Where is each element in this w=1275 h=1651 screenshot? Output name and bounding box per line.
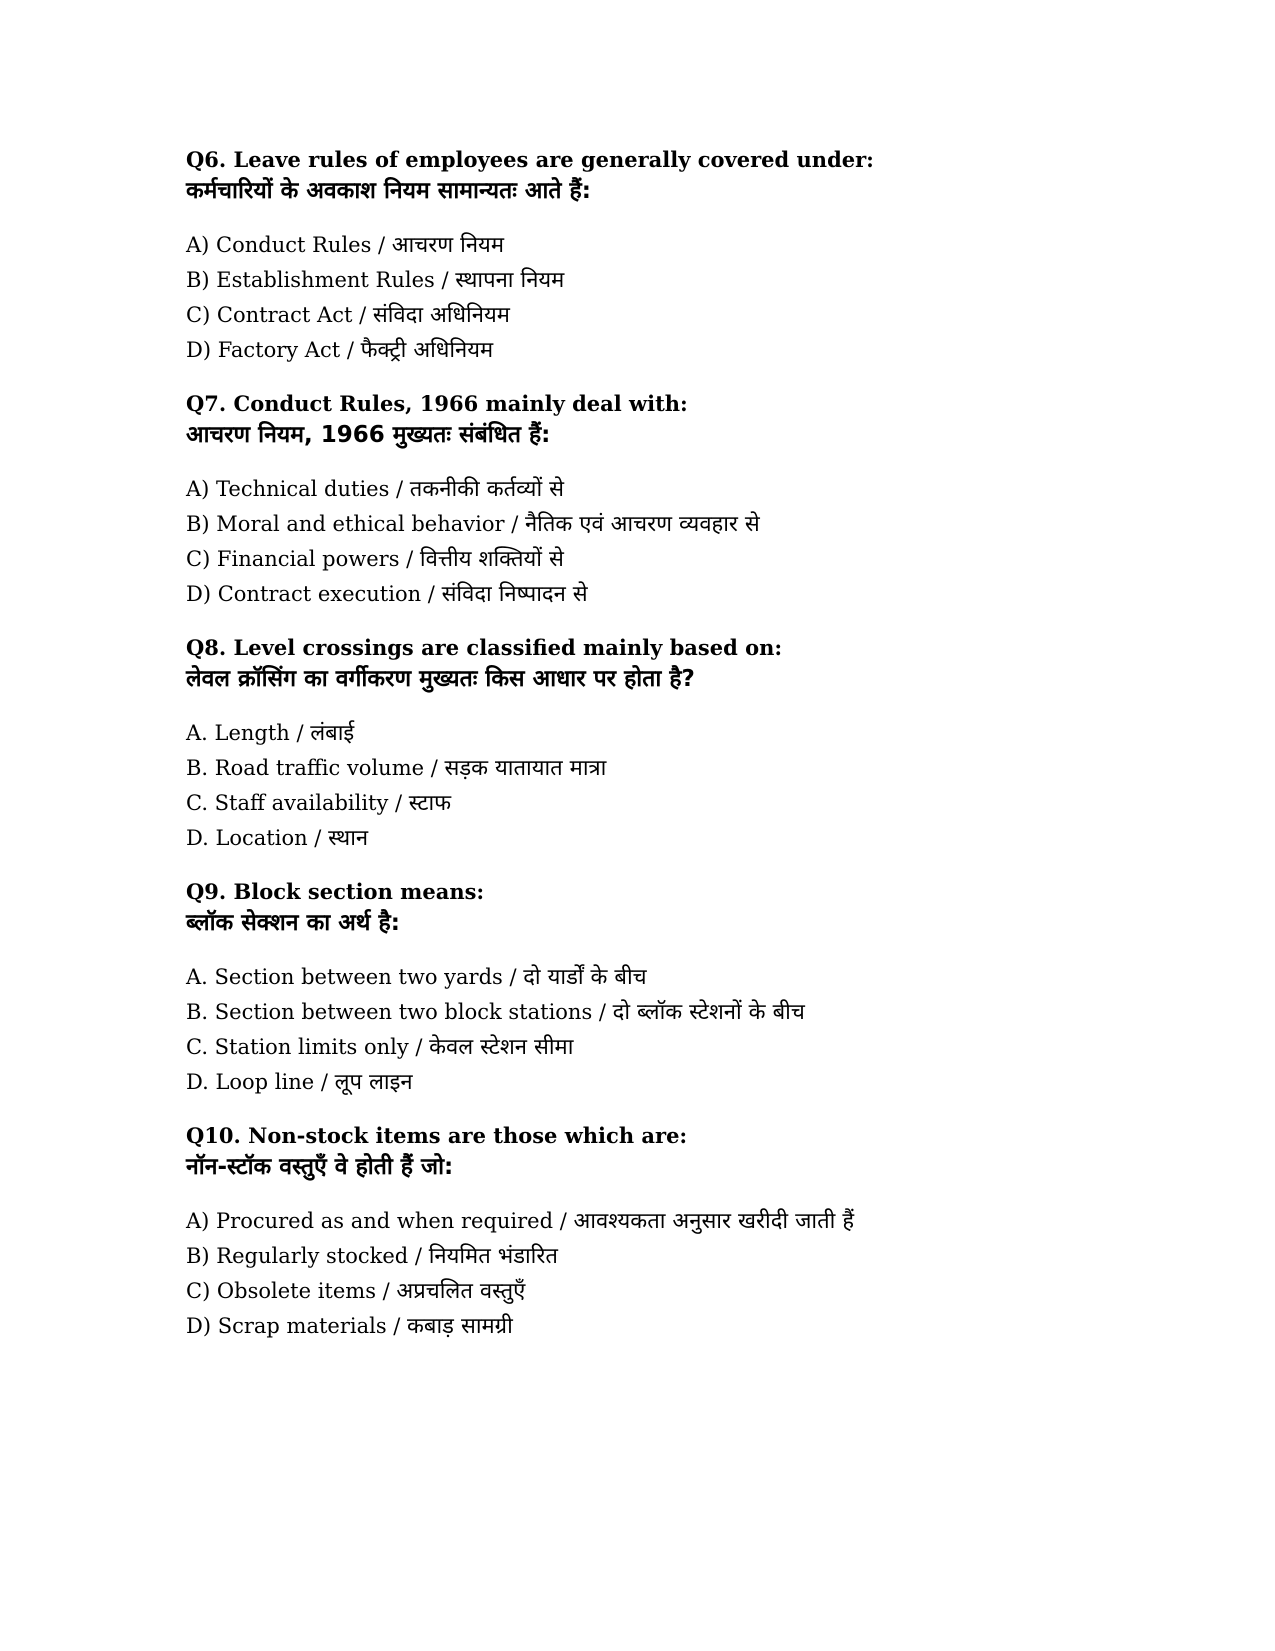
- option-item: [186, 786, 1186, 821]
- option-text-en: A) Procured as and when required /: [186, 1209, 574, 1233]
- option-item: [186, 751, 1186, 786]
- option-text-en: C. Staff availability /: [186, 791, 409, 815]
- option-list: [186, 472, 1186, 612]
- option-text-hi: केवल स्टेशन सीमा: [429, 1035, 574, 1060]
- option-item: [186, 821, 1186, 856]
- option-item: [186, 1030, 1186, 1065]
- option-item: [186, 1239, 1186, 1274]
- option-item: [186, 1204, 1186, 1239]
- option-text-en: A) Technical duties /: [186, 477, 410, 501]
- option-text-en: B. Road traffic volume /: [186, 756, 445, 780]
- option-text-hi: स्थान: [328, 826, 369, 851]
- option-text-hi: कबाड़ सामग्री: [407, 1314, 513, 1339]
- option-text-en: C) Obsolete items /: [186, 1279, 397, 1303]
- option-item: [186, 298, 1186, 333]
- question-title-en: Q9. Block section means:: [186, 879, 485, 904]
- option-item: [186, 995, 1186, 1030]
- option-item: [186, 228, 1186, 263]
- option-item: [186, 507, 1186, 542]
- option-text-en: B. Section between two block stations /: [186, 1000, 613, 1024]
- option-item: [186, 960, 1186, 995]
- option-item: [186, 1309, 1186, 1344]
- option-text-hi: आचरण नियम: [391, 233, 504, 258]
- option-text-en: B) Regularly stocked /: [186, 1244, 429, 1268]
- option-text-en: C. Station limits only /: [186, 1035, 430, 1059]
- option-item: [186, 1065, 1186, 1100]
- option-text-en: D) Contract execution /: [186, 582, 442, 606]
- option-text-en: B) Establishment Rules /: [186, 268, 456, 292]
- option-item: [186, 333, 1186, 368]
- question-title-hi: ब्लॉक सेक्शन का अर्थ है:: [186, 910, 400, 936]
- question-q9: [186, 878, 1186, 1100]
- option-text-en: C) Contract Act /: [186, 303, 373, 327]
- option-text-hi: नैतिक एवं आचरण व्यवहार से: [524, 512, 760, 537]
- option-item: [186, 542, 1186, 577]
- option-item: [186, 472, 1186, 507]
- option-text-hi: वित्तीय शक्तियों से: [419, 547, 564, 572]
- question-title-en: Q7. Conduct Rules, 1966 mainly deal with:: [186, 391, 688, 416]
- question-title-hi: लेवल क्रॉसिंग का वर्गीकरण मुख्यतः किस आधार पर होता है?: [186, 666, 695, 692]
- question-q6: [186, 146, 1186, 368]
- option-text-hi: सड़क यातायात मात्रा: [444, 756, 607, 781]
- option-text-en: A) Conduct Rules /: [186, 233, 392, 257]
- option-text-hi: फैक्ट्री अधिनियम: [360, 338, 494, 363]
- question-q7: [186, 390, 1186, 612]
- option-text-en: C) Financial powers /: [186, 547, 420, 571]
- option-text-hi: नियमित भंडारित: [428, 1244, 558, 1269]
- option-text-en: D. Location /: [186, 826, 329, 850]
- question-title-en: Q10. Non-stock items are those which are:: [186, 1123, 688, 1148]
- option-text-en: D) Factory Act /: [186, 338, 361, 362]
- option-text-hi: लंबाई: [310, 721, 355, 746]
- option-text-hi: संविदा अधिनियम: [372, 303, 510, 328]
- option-text-hi: तकनीकी कर्तव्यों से: [409, 477, 565, 502]
- question-title-hi: नॉन-स्टॉक वस्तुएँ वे होती हैं जो:: [186, 1154, 454, 1180]
- option-list: [186, 960, 1186, 1100]
- option-text-en: B) Moral and ethical behavior /: [186, 512, 525, 536]
- option-list: [186, 228, 1186, 368]
- option-text-en: D) Scrap materials /: [186, 1314, 408, 1338]
- option-text-hi: दो ब्लॉक स्टेशनों के बीच: [612, 1000, 805, 1025]
- option-text-en: A. Length /: [186, 721, 311, 745]
- option-text-hi: दो यार्डों के बीच: [523, 965, 647, 990]
- question-title-hi: कर्मचारियों के अवकाश नियम सामान्यतः आते हैं:: [186, 178, 591, 204]
- option-text-hi: स्टाफ: [408, 791, 452, 816]
- question-title-en: Q6. Leave rules of employees are generally covered under:: [186, 147, 874, 172]
- document-page: [186, 146, 1186, 1366]
- option-text-hi: आवश्यकता अनुसार खरीदी जाती हैं: [573, 1209, 855, 1234]
- option-list: [186, 716, 1186, 856]
- question-title-en: Q8. Level crossings are classified mainly based on:: [186, 635, 783, 660]
- option-list: [186, 1204, 1186, 1344]
- option-text-hi: स्थापना नियम: [455, 268, 565, 293]
- option-item: [186, 716, 1186, 751]
- option-text-hi: संविदा निष्पादन से: [441, 582, 588, 607]
- option-text-en: A. Section between two yards /: [186, 965, 524, 989]
- option-item: [186, 1274, 1186, 1309]
- question-q8: [186, 634, 1186, 856]
- option-text-hi: लूप लाइन: [334, 1070, 413, 1095]
- option-text-hi: अप्रचलित वस्तुएँ: [396, 1279, 526, 1304]
- option-text-en: D. Loop line /: [186, 1070, 335, 1094]
- option-item: [186, 263, 1186, 298]
- question-q10: [186, 1122, 1186, 1344]
- question-title-hi: आचरण नियम, 1966 मुख्यतः संबंधित हैं:: [186, 422, 551, 448]
- option-item: [186, 577, 1186, 612]
